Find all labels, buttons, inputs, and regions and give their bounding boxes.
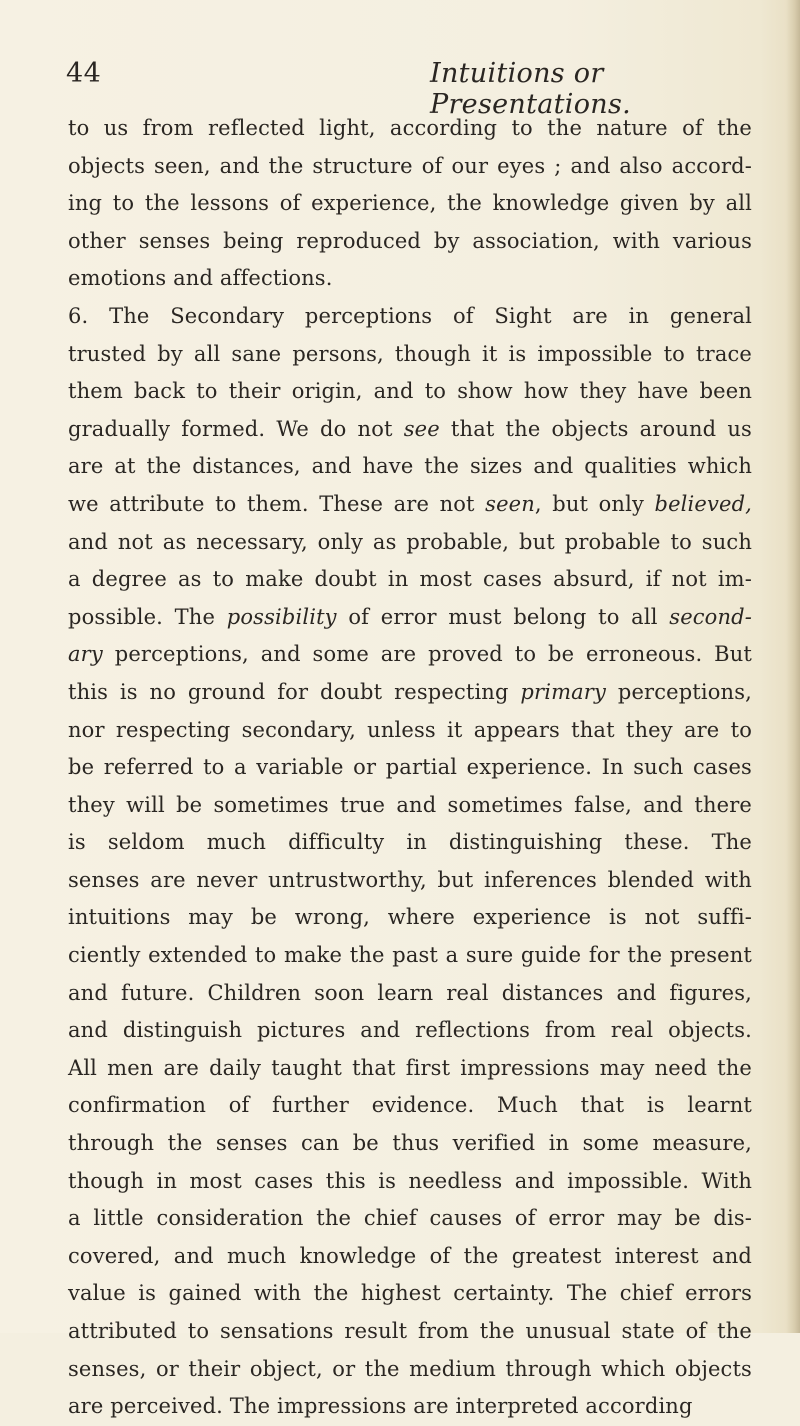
text-line-31: covered, and much knowledge of the greatest interest and bbox=[68, 1243, 752, 1268]
text-line-24: and future. Children soon learn real distances and figures, bbox=[68, 980, 752, 1005]
text-line-34: senses, or their object, or the medium through which objects bbox=[68, 1356, 752, 1381]
text-line-28: through the senses can be thus verified in some measure, bbox=[68, 1131, 752, 1156]
text-line-10: are at the distances, and have the sizes and qualities which bbox=[68, 454, 752, 479]
text-run: we attribute to them. These are not bbox=[68, 491, 486, 516]
text-line-32: value is gained with the highest certainty. The chief errors bbox=[68, 1281, 752, 1306]
text-run: perceptions, and some are proved to be erroneous. But bbox=[102, 642, 752, 667]
text-line-12: and not as necessary, only as probable, but probable to such bbox=[68, 529, 752, 554]
text-run: this is no ground for doubt respecting bbox=[68, 679, 521, 704]
text-line-20: is seldom much difficulty in distinguishing these. The bbox=[68, 830, 752, 855]
body-text bbox=[68, 110, 752, 1426]
text-line-19: they will be sometimes true and sometimes false, and there bbox=[68, 792, 752, 817]
text-line-6: 6. The Secondary perceptions of Sight are in general bbox=[68, 303, 752, 328]
italic-word: ary bbox=[68, 642, 103, 667]
text-line-29: though in most cases this is needless and impossible. With bbox=[68, 1168, 752, 1193]
text-line-14 bbox=[68, 599, 752, 637]
text-run: gradually formed. We do not bbox=[68, 416, 404, 441]
page-header bbox=[66, 58, 746, 120]
text-line-30: a little consideration the chief causes of error may be dis- bbox=[68, 1206, 752, 1231]
text-line-26: All men are daily taught that first impressions may need the bbox=[68, 1055, 752, 1080]
text-line-2: objects seen, and the structure of our eyes ; and also accord- bbox=[68, 153, 752, 178]
text-line-27: confirmation of further evidence. Much that is learnt bbox=[68, 1093, 752, 1118]
italic-word: possibility bbox=[226, 604, 337, 629]
text-line-11 bbox=[68, 486, 752, 524]
text-line-7: trusted by all sane persons, though it is impossible to trace bbox=[68, 341, 752, 366]
text-line-1: to us from reflected light, according to the nature of the bbox=[68, 116, 752, 140]
page-edge-shadow bbox=[786, 0, 800, 1333]
text-line-13: a degree as to make doubt in most cases absurd, if not im- bbox=[68, 567, 752, 592]
text-line-33: attributed to sensations result from the unusual state of the bbox=[68, 1319, 752, 1343]
text-line-23: ciently extended to make the past a sure guide for the present bbox=[68, 943, 752, 968]
text-run: possible. The bbox=[68, 604, 227, 629]
text-line-17: nor respecting secondary, unless it appears that they are to bbox=[68, 717, 752, 742]
text-line-8: them back to their origin, and to show how they have been bbox=[68, 379, 752, 404]
text-run: of error must belong to all bbox=[336, 604, 670, 629]
text-line-22: intuitions may be wrong, where experience is not suffi- bbox=[68, 905, 752, 930]
running-title: Intuitions or Presentations. bbox=[430, 58, 631, 120]
text-line-3: ing to the lessons of experience, the knowledge given by all bbox=[68, 191, 752, 216]
text-line-21: senses are never untrustworthy, but inferences blended with bbox=[68, 867, 752, 892]
text-run: , but only bbox=[534, 491, 655, 516]
italic-word: seen bbox=[485, 491, 535, 516]
text-run: perceptions, bbox=[606, 679, 752, 704]
italic-word: believed, bbox=[654, 491, 752, 516]
text-run: that the objects around us bbox=[439, 416, 752, 441]
text-line-15 bbox=[68, 636, 752, 674]
text-line-25: and distinguish pictures and reflections from real objects. bbox=[68, 1018, 752, 1043]
page-number: 44 bbox=[66, 58, 102, 89]
text-line-4: other senses being reproduced by association, with various bbox=[68, 228, 752, 253]
text-line-35: are perceived. The impressions are interpreted according bbox=[68, 1394, 693, 1419]
italic-word: see bbox=[403, 416, 440, 441]
italic-word: primary bbox=[520, 679, 607, 704]
text-line-9 bbox=[68, 411, 752, 449]
text-line-18: be referred to a variable or partial experience. In such cases bbox=[68, 755, 752, 780]
italic-word: second- bbox=[669, 604, 752, 629]
text-line-16 bbox=[68, 674, 752, 712]
text-line-5: emotions and affections. bbox=[68, 266, 333, 291]
